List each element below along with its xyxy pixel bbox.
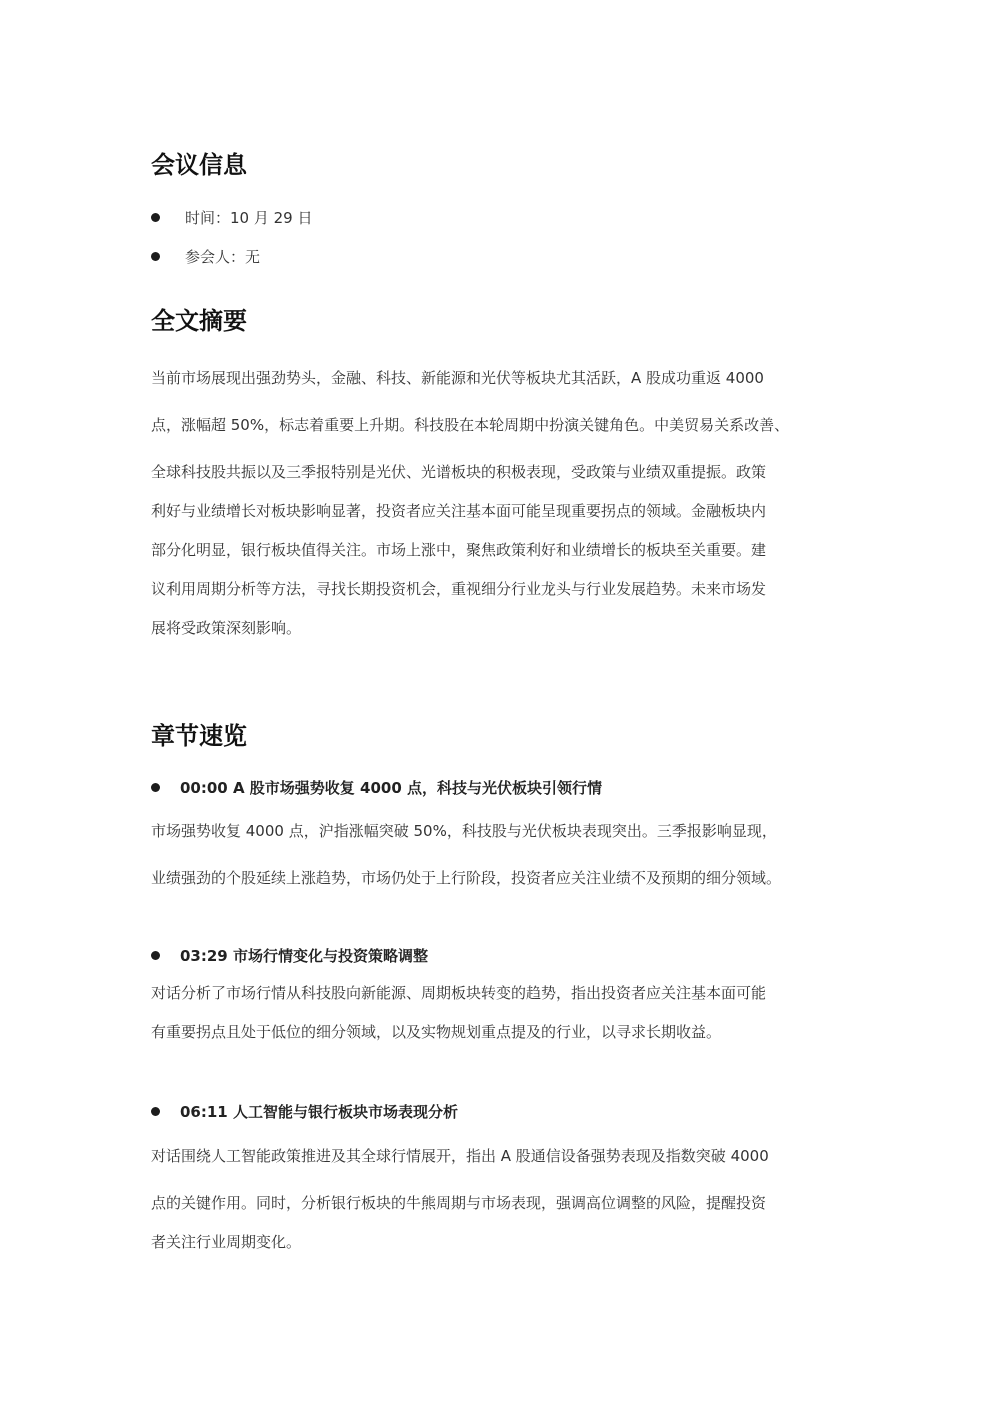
chapter-summary-line: 对话围绕人工智能政策推进及其全球行情展开，指出 A 股通信设备强势表现及指数突破 4000 [151, 1147, 769, 1165]
chapter-summary [151, 974, 851, 1052]
chapter-summary [151, 1137, 851, 1262]
chapter-summary-line: 市场强势收复 4000 点，沪指涨幅突破 50%，科技股与光伏板块表现突出。三季报影响显现， [151, 822, 777, 840]
chapter-summary-line: 对话分析了市场行情从科技股向新能源、周期板块转变的趋势，指出投资者应关注基本面可能 [151, 984, 767, 1002]
chapter-title: 03:29 市场行情变化与投资策略调整 [180, 946, 428, 965]
chapter-summary-line: 者关注行业周期变化。 [151, 1233, 302, 1251]
chapters-heading: 章节速览 [151, 722, 247, 750]
chapter-item-title [151, 776, 851, 798]
meeting-attendees-item [151, 245, 851, 267]
summary-line: 点，涨幅超 50%，标志着重要上升期。科技股在本轮周期中扮演关键角色。中美贸易关系改善、 [151, 416, 790, 434]
chapter-item-title [151, 944, 851, 966]
chapter-summary-line: 业绩强劲的个股延续上涨趋势，市场仍处于上行阶段，投资者应关注业绩不及预期的细分领域。 [151, 869, 782, 887]
summary-line: 展将受政策深刻影响。 [151, 619, 302, 637]
meeting-time: 时间：10 月 29 日 [185, 208, 313, 227]
summary-heading: 全文摘要 [151, 307, 247, 335]
bullet-dot-icon [151, 1107, 160, 1116]
summary-line: 利好与业绩增长对板块影响显著，投资者应关注基本面可能呈现重要拐点的领域。金融板块内 [151, 502, 767, 520]
chapter-summary-line: 有重要拐点且处于低位的细分领域，以及实物规划重点提及的行业，以寻求长期收益。 [151, 1023, 722, 1041]
summary-line: 全球科技股共振以及三季报特别是光伏、光谱板块的积极表现，受政策与业绩双重提振。政策 [151, 463, 767, 481]
summary-line: 部分化明显，银行板块值得关注。市场上涨中，聚焦政策利好和业绩增长的板块至关重要。建 [151, 541, 767, 559]
meeting-attendees: 参会人：无 [185, 247, 261, 266]
meeting-time-item [151, 206, 851, 228]
bullet-dot-icon [151, 252, 160, 261]
summary-paragraph [151, 359, 851, 648]
summary-line: 当前市场展现出强劲势头，金融、科技、新能源和光伏等板块尤其活跃，A 股成功重返 4000 [151, 369, 764, 387]
chapter-item-title [151, 1100, 851, 1122]
bullet-dot-icon [151, 213, 160, 222]
chapter-title: 00:00 A 股市场强势收复 4000 点，科技与光伏板块引领行情 [180, 778, 602, 797]
meeting-info-heading: 会议信息 [151, 151, 247, 179]
chapter-summary-line: 点的关键作用。同时，分析银行板块的牛熊周期与市场表现，强调高位调整的风险，提醒投资 [151, 1194, 767, 1212]
summary-line: 议利用周期分析等方法，寻找长期投资机会，重视细分行业龙头与行业发展趋势。未来市场发 [151, 580, 767, 598]
chapter-summary [151, 812, 851, 898]
bullet-dot-icon [151, 783, 160, 792]
chapter-title: 06:11 人工智能与银行板块市场表现分析 [180, 1102, 458, 1121]
bullet-dot-icon [151, 951, 160, 960]
